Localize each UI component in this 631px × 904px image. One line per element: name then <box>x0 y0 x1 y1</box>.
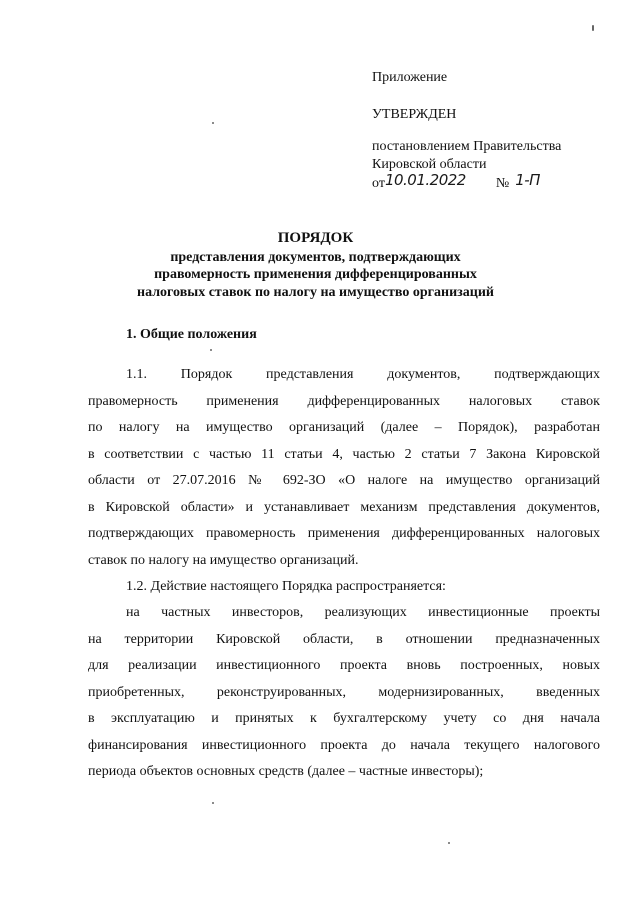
paragraph-1-2: 1.2. Действие настоящего Порядка распространяется: <box>126 579 446 594</box>
private-investors-line: для реализации инвестиционного проекта вновь построенных, новых <box>88 658 600 673</box>
date-prefix: от <box>372 176 385 191</box>
private-investors-line: в эксплуатацию и принятых к бухгалтерскому учету со дня начала <box>88 711 600 726</box>
scan-speck <box>210 349 212 351</box>
paragraph-1-1-line: в соответствии с частью 11 статьи 4, частью 2 статьи 7 Закона Кировской <box>88 447 600 462</box>
private-investors-line: приобретенных, реконструированных, модернизированных, введенных <box>88 685 600 700</box>
scan-speck <box>592 25 594 31</box>
paragraph-1-1-line: 1.1. Порядок представления документов, подтверждающих <box>126 367 600 382</box>
private-investors-line: на территории Кировской области, в отношении предназначенных <box>88 632 600 647</box>
decree-line-2: Кировской области <box>372 157 487 172</box>
approved-label: УТВЕРЖДЕН <box>372 107 457 122</box>
private-investors-line: на частных инвесторов, реализующих инвестиционные проекты <box>126 605 600 620</box>
decree-line-1: постановлением Правительства <box>372 139 562 154</box>
title-line-3: налоговых ставок по налогу на имущество организаций <box>137 285 494 300</box>
decree-date-line <box>372 173 540 193</box>
handwritten-date: 10.01.2022 <box>384 171 466 189</box>
scan-speck <box>212 122 214 124</box>
number-prefix: № <box>495 176 510 191</box>
private-investors-line: периода объектов основных средств (далее – частные инвесторы); <box>88 764 484 779</box>
document-title: ПОРЯДОК <box>277 230 354 246</box>
scan-speck <box>448 842 450 844</box>
section-heading: 1. Общие положения <box>126 327 257 342</box>
appendix-label: Приложение <box>372 70 448 85</box>
title-line-2: правомерность применения дифференцированных <box>154 267 477 282</box>
paragraph-1-1-line: правомерность применения дифференцированных налоговых ставок <box>88 394 600 409</box>
handwritten-number: 1-П <box>515 171 540 189</box>
title-line-1: представления документов, подтверждающих <box>170 250 461 265</box>
scan-speck <box>212 802 214 804</box>
paragraph-1-1-line: области от 27.07.2016 № 692-ЗО «О налоге на имущество организаций <box>88 473 600 488</box>
paragraph-1-1-line: подтверждающих правомерность применения дифференцированных налоговых <box>88 526 600 541</box>
paragraph-1-1-line: по налогу на имущество организаций (далее – Порядок), разработан <box>88 420 600 435</box>
private-investors-line: финансирования инвестиционного проекта до начала текущего налогового <box>88 738 600 753</box>
paragraph-1-1-line: ставок по налогу на имущество организаций. <box>88 553 359 568</box>
paragraph-1-1-line: в Кировской области» и устанавливает механизм представления документов, <box>88 500 600 515</box>
